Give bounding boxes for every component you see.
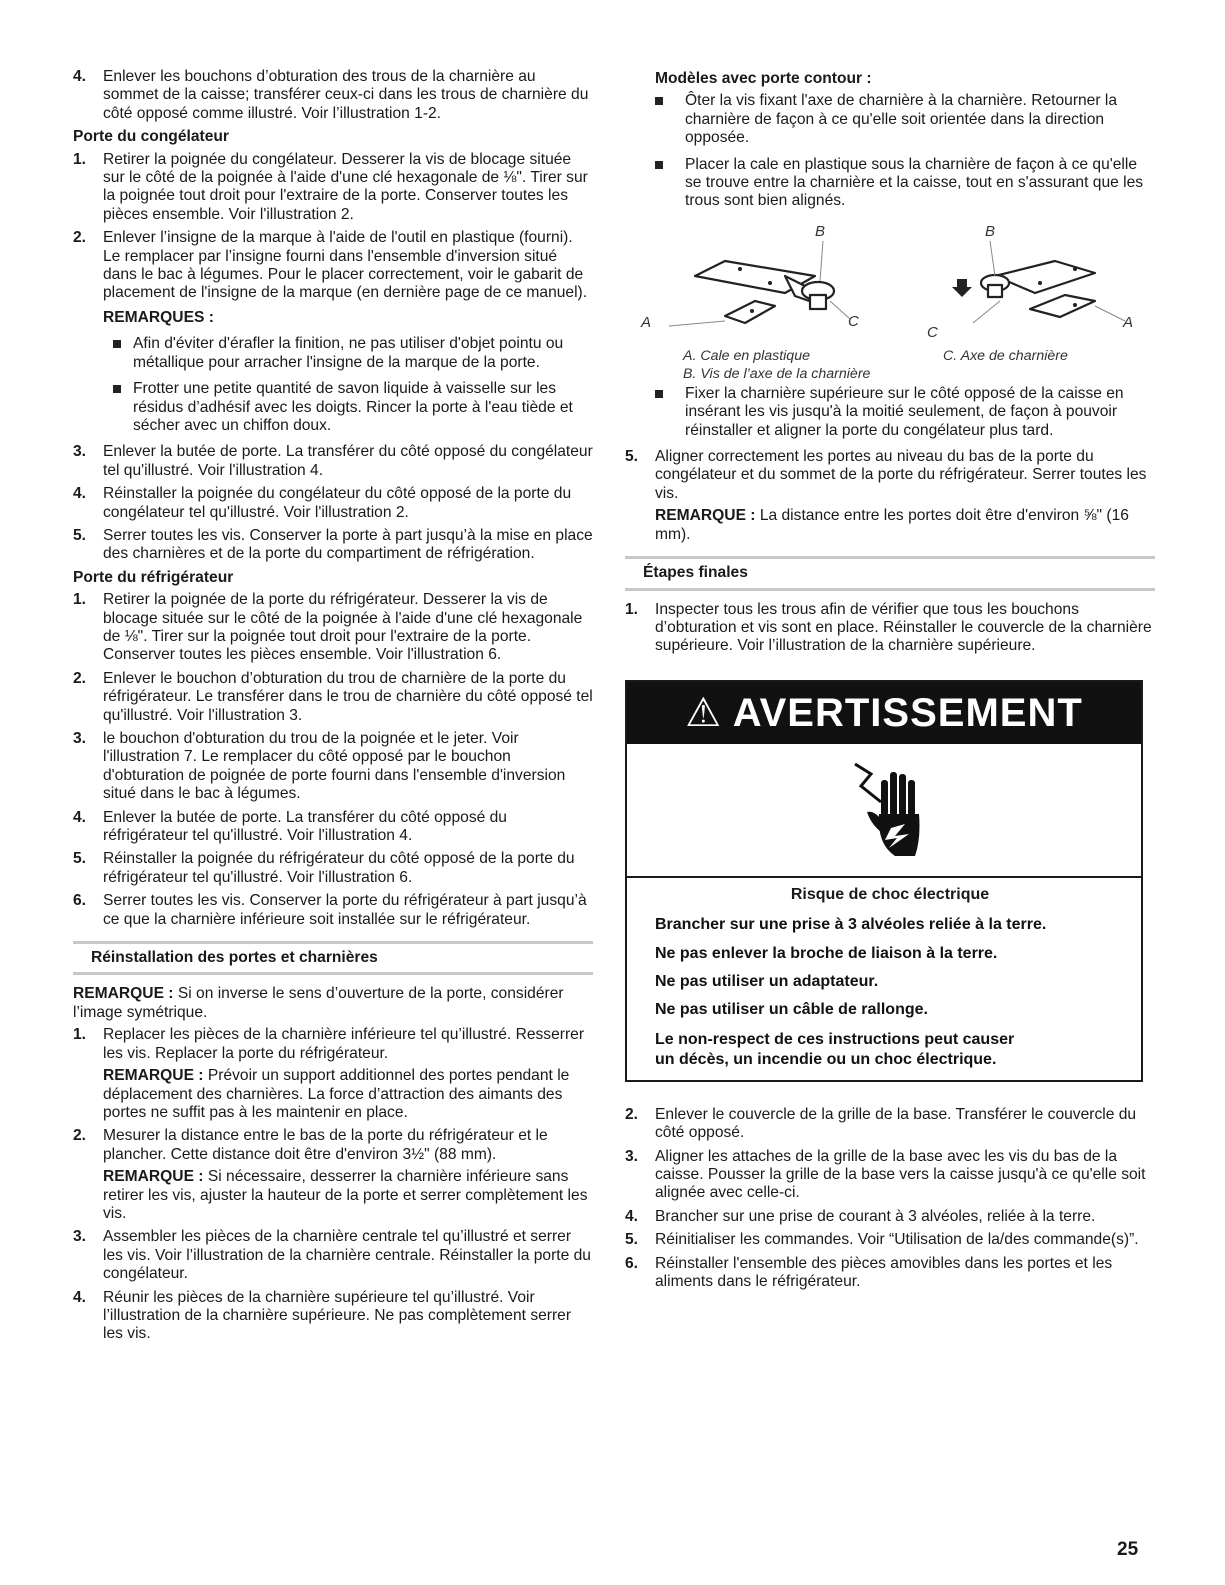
note-label: REMARQUE :: [73, 985, 174, 1003]
bullet-item: Frotter une petite quantité de savon liquide à vaisselle sur les résidus d’adhésif avec les doigts. Rincer la porte à l'eau tiède et sécher avec un chiffon doux.: [73, 380, 593, 435]
caption-c: C. Axe de charnière: [943, 347, 1068, 364]
step-item: [73, 850, 593, 887]
figure-label-a: A: [641, 313, 652, 331]
step-text: Réinstaller la poignée du réfrigérateur du côté opposé de la porte du réfrigérateur tel qu'illustré. Voir l'illustration 6.: [103, 850, 575, 886]
warning-line: Ne pas utiliser un câble de rallonge.: [655, 1001, 928, 1019]
warning-box: [625, 680, 1143, 1082]
shock-hand-icon: [627, 744, 1137, 876]
step-number: 1.: [73, 1026, 87, 1044]
step-text: Aligner correctement les portes au niveau du bas de la porte du congélateur et du sommet de la porte du réfrigérateur. Serrer toutes les vis.: [655, 448, 1147, 502]
step-number: 5.: [73, 526, 87, 544]
step-item: [625, 1148, 1155, 1203]
step-text: Replacer les pièces de la charnière inférieure tel qu’illustré. Resserrer les vis. Replacer la porte du réfrigérateur.: [103, 1026, 585, 1062]
note-label: REMARQUE :: [103, 1067, 204, 1085]
figure-label-c: C: [848, 312, 859, 330]
step-item: [625, 1255, 1155, 1292]
step-item: [73, 151, 593, 225]
step-item: [625, 601, 1155, 656]
step-item: [625, 1208, 1155, 1226]
step-item: [73, 591, 593, 665]
warning-line: Brancher sur une prise à 3 alvéoles reliée à la terre.: [655, 916, 1047, 934]
step-text: Enlever les bouchons d’obturation des trous de la charnière au sommet de la caisse; transférer ceux-ci dans les trous de charnière du côté opposé comme illustré. Voir l’illustration 1-2.: [103, 68, 589, 122]
step-number: 2.: [625, 1105, 639, 1123]
bullet-item: Ôter la vis fixant l'axe de charnière à la charnière. Retourner la charnière de façon à ce qu'elle soit orientée dans la direction opposée.: [655, 92, 1155, 147]
warning-consequence-line1: Le non-respect de ces instructions peut causer: [655, 1030, 1015, 1048]
note-text: Prévoir un support additionnel des portes pendant le déplacement des charnières. La force d’attraction des aimants des portes ne suffit pas à les maintenir en place.: [103, 1067, 570, 1121]
step-number: 3.: [73, 1228, 87, 1246]
step-number: 1.: [625, 600, 639, 618]
step-item: [73, 485, 593, 522]
step-text: Enlever la butée de porte. La transférer du côté opposé du réfrigérateur tel qu'illustré. Voir l'illustration 4.: [103, 808, 507, 845]
step-item: [625, 448, 1155, 544]
step-number: 5.: [625, 1231, 639, 1249]
step-item: [73, 443, 593, 480]
step-number: 4.: [625, 1207, 639, 1225]
step-item: [625, 1231, 1155, 1249]
step-note: [103, 1067, 593, 1122]
step-number: 3.: [73, 730, 87, 747]
step-number: 6.: [625, 1254, 639, 1272]
step-number: 4.: [73, 68, 87, 85]
warning-line: Ne pas utiliser un adaptateur.: [655, 972, 879, 990]
step-note: [655, 507, 1155, 544]
step-text: Réinstaller la poignée du congélateur du côté opposé de la porte du congélateur tel qu'illustré. Voir l'illustration 2.: [103, 485, 572, 521]
step-text: Brancher sur une prise de courant à 3 alvéoles, reliée à la terre.: [655, 1207, 1096, 1225]
bullet-item: Placer la cale en plastique sous la charnière de façon à ce qu'elle se trouve entre la charnière et la caisse, tout en s'assurant que les trous sont bien alignés.: [655, 156, 1155, 211]
step-item: [73, 1228, 593, 1283]
figure-label-b: B: [985, 222, 996, 240]
step-item: [73, 1289, 593, 1344]
step-number: 5.: [625, 448, 639, 466]
figure-label-b: B: [815, 222, 826, 240]
note-text: Si nécessaire, desserrer la charnière inférieure sans retirer les vis, ajuster la hauteur de la porte et serrer complètement les vis.: [103, 1168, 588, 1222]
warning-header: [627, 682, 1141, 744]
bullet-item: Fixer la charnière supérieure sur le côté opposé de la caisse en insérant les vis jusqu'à la moitié seulement, de façon à pouvoir réinstaller et aligner la porte du congélateur plus tard.: [655, 385, 1155, 440]
step-item: [625, 1106, 1155, 1143]
reinstall-section-heading: Réinstallation des portes et charnières: [73, 941, 593, 975]
step-item: [73, 1127, 593, 1223]
step-note: [103, 1168, 593, 1223]
step-item: [73, 68, 593, 123]
warning-consequence: [655, 1030, 1125, 1070]
step-text: Enlever la butée de porte. La transférer du côté opposé du congélateur tel qu'illustré. Voir l'illustration 4.: [103, 443, 593, 479]
step-item: [73, 1026, 593, 1122]
contour-models-heading: Modèles avec porte contour :: [655, 70, 872, 87]
step-number: 2.: [73, 669, 87, 687]
step-text: Aligner les attaches de la grille de la base avec les vis du bas de la caisse. Pousser la grille de la base vers la caisse jusqu'à ce qu'elle soit alignée avec celle-ci.: [655, 1147, 1146, 1202]
figure-label-c: C: [927, 323, 938, 341]
step-text: Serrer toutes les vis. Conserver la porte à part jusqu’à la mise en place des charnières et de la porte du compartiment de réfrigération.: [103, 526, 593, 563]
warning-line: Ne pas enlever la broche de liaison à la terre.: [655, 944, 998, 962]
step-number: 2.: [73, 229, 87, 247]
step-text: Assembler les pièces de la charnière centrale tel qu’illustré et serrer les vis. Voir l’illustration de la charnière centrale. Réinstaller la porte du congélateur.: [103, 1228, 591, 1283]
step-item: [73, 730, 593, 804]
warning-risk: Risque de choc électrique: [790, 885, 990, 903]
step-number: 6.: [73, 892, 87, 910]
caption-b: B. Vis de l’axe de la charnière: [683, 365, 871, 382]
step-text: Réinstaller l'ensemble des pièces amovibles dans les portes et les aliments dans le réfrigérateur.: [655, 1254, 1113, 1290]
left-column: [73, 68, 593, 1349]
warning-consequence-line2: un décès, un incendie ou un choc électrique.: [655, 1050, 997, 1068]
caption-a: A. Cale en plastique: [683, 347, 810, 364]
step-number: 1.: [73, 591, 87, 609]
right-column: [625, 68, 1155, 1296]
step-text: Serrer toutes les vis. Conserver la porte du réfrigérateur à part jusqu’à ce que la charnière inférieure soit installée sur le réfrigérateur.: [103, 892, 587, 928]
step-item: [73, 670, 593, 725]
warning-body: [627, 878, 1141, 1080]
step-text: Enlever l’insigne de la marque à l'aide de l'outil en plastique (fourni). Le remplacer par l’insigne fourni dans l'ensemble d'inversion situé dans le bac à légumes. Pour le placer correctement, voir le gabarit de placement de l'insigne de la marque (en dernière page de ce manuel).: [103, 229, 588, 302]
step-number: 4.: [73, 1288, 87, 1306]
step-item: [73, 527, 593, 564]
step-number: 2.: [73, 1127, 87, 1145]
step-item: [73, 892, 593, 929]
hinge-figure: [641, 221, 1155, 382]
step-text: Retirer la poignée du congélateur. Desserer la vis de blocage située sur le côté de la poignée à l'aide d'une clé hexagonale de ⅛". Tirer sur la poignée tout droit pour l'extraire de la porte. Conserver toutes les pièces ensemble. Voir l'illustration 2.: [103, 150, 588, 223]
figure-label-a: A: [1123, 313, 1134, 331]
step-text: Retirer la poignée de la porte du réfrigérateur. Desserer la vis de blocage située sur le côté de la poignée à l'aide d'une clé hexagonale de ⅛". Tirer sur la poignée tout droit pour l'extraire de la porte. Conserver toutes les pièces ensemble. Voir l'illustration 6.: [103, 591, 583, 664]
remarques-label: REMARQUES :: [103, 308, 214, 326]
note-label: REMARQUE :: [655, 507, 756, 525]
note-text: La distance entre les portes doit être d'environ ⅝" (16 mm).: [655, 507, 1129, 543]
fridge-door-heading: Porte du réfrigérateur: [73, 568, 234, 586]
step-number: 5.: [73, 850, 87, 868]
warning-triangle-icon: ⚠: [685, 690, 723, 735]
step-text: Réunir les pièces de la charnière supérieure tel qu’illustré. Voir l’illustration de la charnière supérieure. Ne pas complètement serrer les vis.: [103, 1288, 572, 1343]
step-text: Mesurer la distance entre le bas de la porte du réfrigérateur et le plancher. Cette distance doit être d'environ 3½" (88 mm).: [103, 1127, 548, 1163]
step-item: [73, 809, 593, 846]
step-text: Réinitialiser les commandes. Voir “Utilisation de la/des commande(s)”.: [655, 1231, 1139, 1249]
note-text: Si on inverse le sens d’ouverture de la porte, considérer l’image symétrique.: [73, 985, 564, 1021]
step-number: 4.: [73, 485, 87, 503]
final-steps-heading: Étapes finales: [625, 556, 1155, 590]
step-number: 4.: [73, 808, 87, 826]
step-text: Enlever le couvercle de la grille de la base. Transférer le couvercle du côté opposé.: [655, 1105, 1137, 1142]
step-number: 3.: [625, 1147, 639, 1165]
page-number: 25: [1117, 1539, 1139, 1560]
step-number: 3.: [73, 443, 87, 461]
step-number: 1.: [73, 150, 87, 168]
warning-title: AVERTISSEMENT: [732, 690, 1083, 735]
note-label: REMARQUE :: [103, 1168, 204, 1186]
step-text: le bouchon d'obturation du trou de la poignée et le jeter. Voir l'illustration 7. Le remplacer du côté opposé par le bouchon d'obturation de poignée de porte fourni dans l'ensemble d'inversion situé dans le bac à légumes.: [103, 730, 566, 803]
step-item: [73, 229, 593, 303]
bullet-item: Afin d'éviter d'érafler la finition, ne pas utiliser d'objet pointu ou métallique pour arracher l'insigne de la marque de la porte.: [73, 335, 593, 372]
electric-shock-icon: [627, 744, 1141, 878]
step-text: Inspecter tous les trous afin de vérifier que tous les bouchons d’obturation et vis sont en place. Réinstaller le couvercle de la charnière supérieure. Voir l’illustration de la charnière supérieure.: [655, 600, 1152, 655]
freezer-door-heading: Porte du congélateur: [73, 128, 229, 146]
step-text: Enlever le bouchon d’obturation du trou de charnière de la porte du réfrigérateur. Le transférer dans le trou de charnière du côté opposé tel qu'illustré. Voir l'illustration 3.: [103, 669, 593, 724]
reinstall-note: [73, 985, 593, 1022]
